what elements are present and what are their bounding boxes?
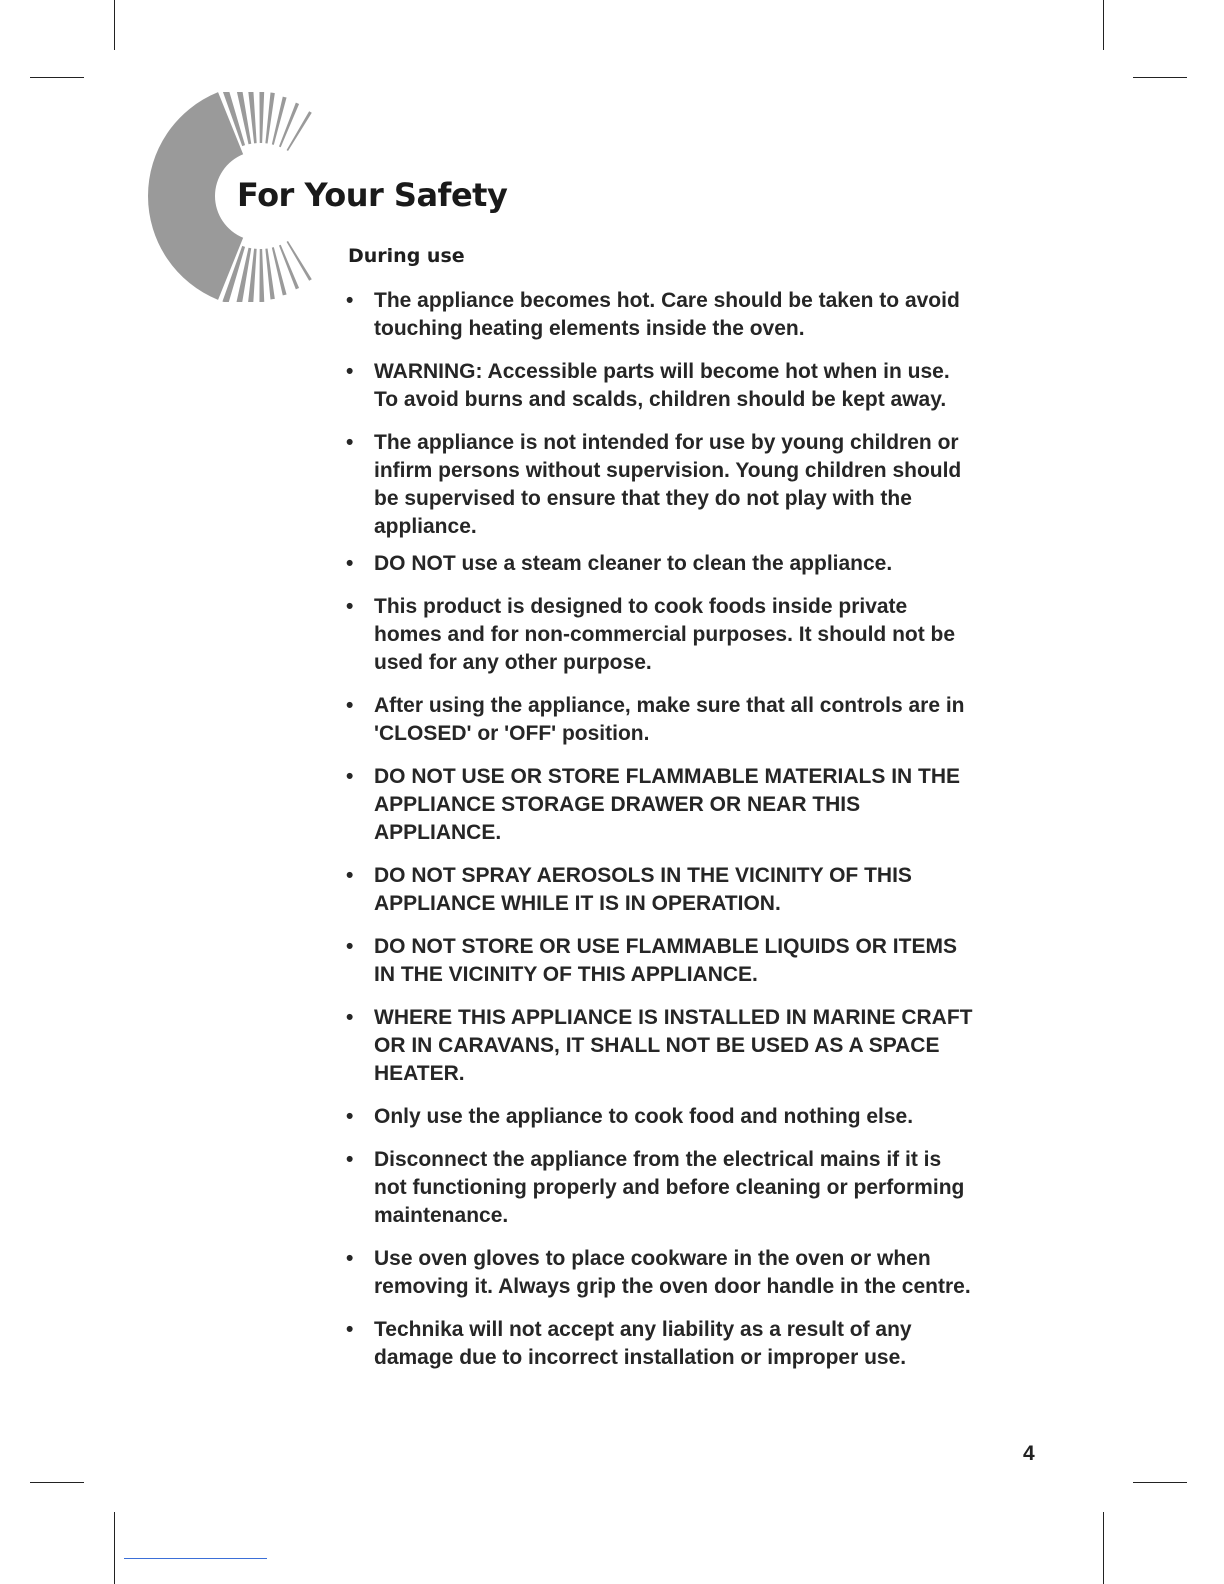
logo-ray: [265, 248, 274, 299]
list-item: • DO NOT USE OR STORE FLAMMABLE MATERIALS IN THE APPLIANCE STORAGE DRAWER OR NEAR THIS APPLIANCE.: [346, 763, 1066, 847]
crop-mark: [30, 77, 84, 78]
safety-bullet-list: [346, 287, 1066, 1387]
crop-mark: [114, 1512, 115, 1584]
crop-mark: [1133, 1482, 1187, 1483]
logo-ray: [265, 93, 274, 144]
list-item: • The appliance is not intended for use by young children or infirm persons without supervision. Young children should be supervised to ensure that they do not play with the appliance.: [346, 429, 1066, 541]
list-item: • The appliance becomes hot. Care should be taken to avoid touching heating elements inside the oven.: [346, 287, 1066, 343]
list-item: • Use oven gloves to place cookware in the oven or when removing it. Always grip the oven door handle in the centre.: [346, 1245, 1066, 1301]
crop-mark: [1133, 77, 1187, 78]
list-item: • Disconnect the appliance from the electrical mains if it is not functioning properly and before cleaning or performing maintenance.: [346, 1146, 1066, 1230]
crop-mark: [1103, 0, 1104, 50]
logo-ray: [259, 92, 264, 143]
logo-ray: [236, 248, 251, 302]
footer-rule: [124, 1558, 267, 1559]
list-item: • WARNING: Accessible parts will become hot when in use. To avoid burns and scalds, children should be kept away.: [346, 358, 1066, 414]
section-subtitle: During use: [348, 245, 465, 267]
list-item: • WHERE THIS APPLIANCE IS INSTALLED IN MARINE CRAFT OR IN CARAVANS, IT SHALL NOT BE USED AS A SPACE HEATER.: [346, 1004, 1066, 1088]
list-item: • Only use the appliance to cook food and nothing else.: [346, 1103, 1066, 1131]
logo-ray: [259, 249, 264, 302]
page-number: 4: [1023, 1442, 1035, 1465]
page-title: For Your Safety: [237, 176, 508, 214]
list-item: • This product is designed to cook foods inside private homes and for non-commercial purposes. It should not be used for any other purpose.: [346, 593, 1066, 677]
logo-arc: [148, 92, 243, 300]
list-item: • DO NOT SPRAY AEROSOLS IN THE VICINITY OF THIS APPLIANCE WHILE IT IS IN OPERATION.: [346, 862, 1066, 918]
crop-mark: [114, 0, 115, 50]
logo-ray: [236, 92, 251, 144]
crop-mark: [30, 1482, 84, 1483]
list-item: • After using the appliance, make sure that all controls are in 'CLOSED' or 'OFF' position.: [346, 692, 1066, 748]
crop-mark: [1103, 1512, 1104, 1584]
list-item: • Technika will not accept any liability as a result of any damage due to incorrect installation or improper use.: [346, 1316, 1066, 1372]
list-item: • DO NOT STORE OR USE FLAMMABLE LIQUIDS OR ITEMS IN THE VICINITY OF THIS APPLIANCE.: [346, 933, 1066, 989]
list-item: • DO NOT use a steam cleaner to clean the appliance.: [346, 550, 1066, 578]
